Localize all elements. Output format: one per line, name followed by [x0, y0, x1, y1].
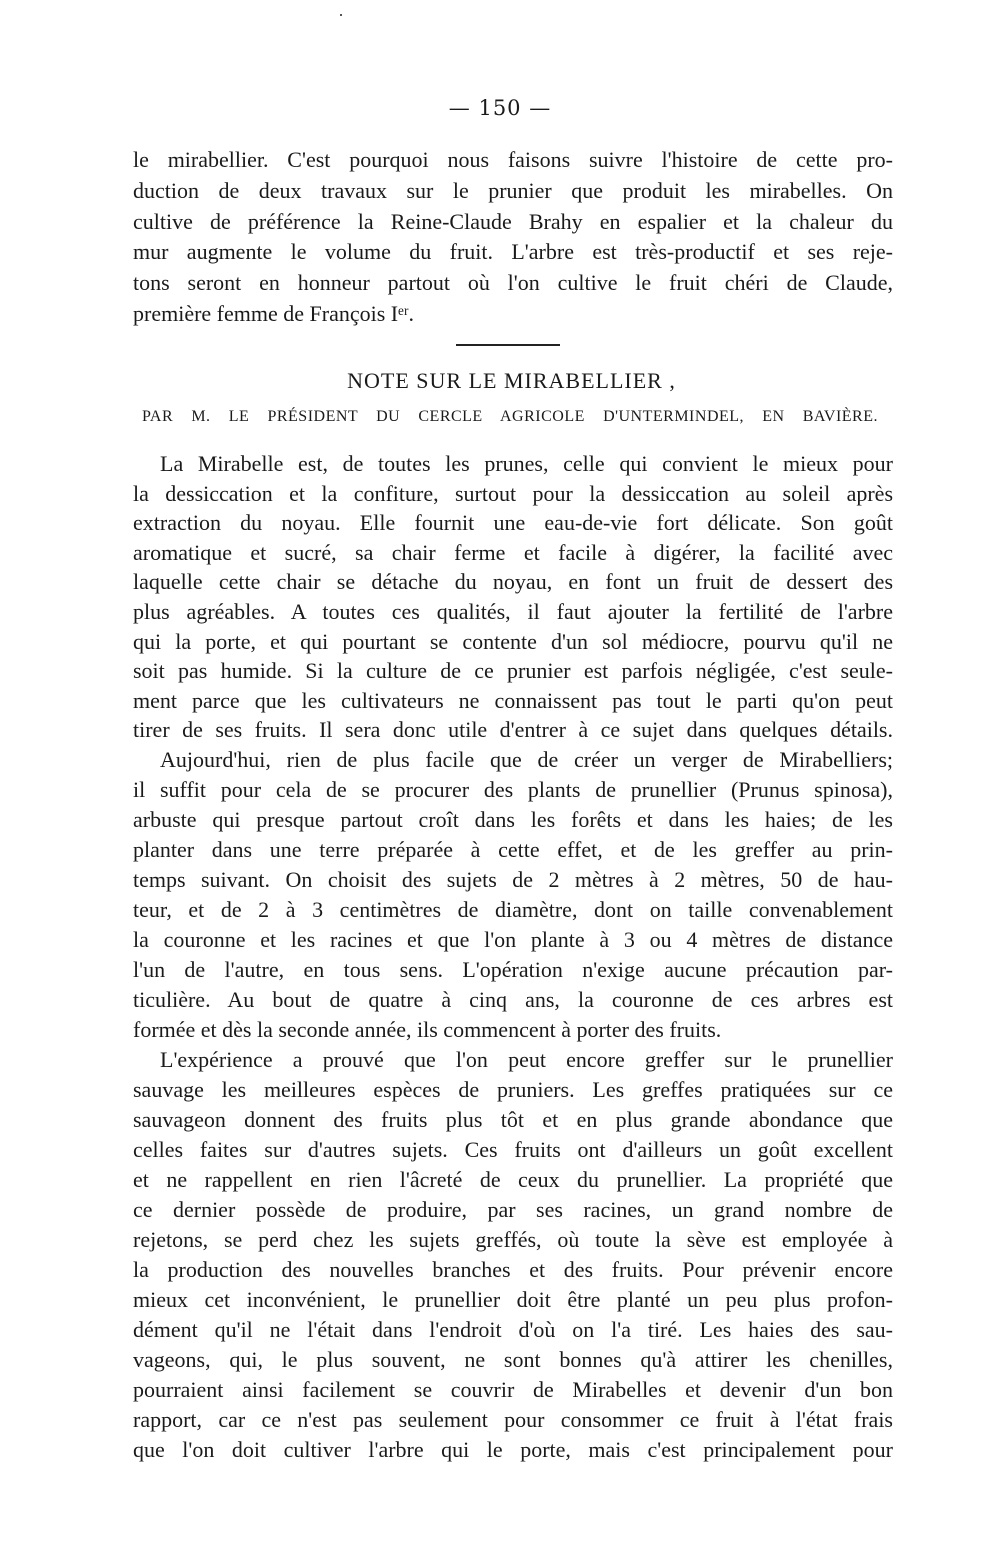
text-line: tirer de ses fruits. Il sera donc utile d'entrer à ce sujet dans quelques détails. [133, 717, 893, 743]
text-line: que l'on doit cultiver l'arbre qui le porte, mais c'est principalement pour [133, 1437, 893, 1462]
text-line: vageons, qui, le plus souvent, ne sont bonnes qu'à attirer les chenilles, [133, 1347, 893, 1372]
text-line: soit pas humide. Si la culture de ce prunier est parfois négligée, c'est seule- [133, 658, 893, 684]
text-line: dément qu'il ne l'était dans l'endroit d'où on l'a tiré. Les haies des sau- [133, 1317, 893, 1342]
text-line: duction de deux travaux sur le prunier que produit les mirabelles. On [133, 177, 893, 203]
text-line: rejetons, se perd chez les sujets greffés, où toute la sève est employée à [133, 1227, 893, 1252]
page-number: — 150 — [448, 96, 552, 120]
text-line: Aujourd'hui, rien de plus facile que de créer un verger de Mirabelliers; [160, 747, 893, 772]
text-line: aromatique et sucré, sa chair ferme et facile à digérer, la facilité avec [133, 539, 893, 565]
text-line: il suffit pour cela de se procurer des plants de prunellier (Prunus spinosa), [133, 777, 893, 802]
section-title: NOTE SUR LE MIRABELLIER , [347, 368, 676, 393]
text-line: plus agréables. A toutes ces qualités, il faut ajouter la fertilité de l'arbre [133, 599, 893, 624]
text-line: la couronne et les racines et que l'on plante à 3 ou 4 mètres de distance [133, 927, 893, 952]
text-line: qui la porte, et qui pourtant se contente d'un sol médiocre, pourvu qu'il ne [133, 628, 893, 654]
text-line: mieux cet inconvénient, le prunellier doit être planté un peu plus profon- [133, 1287, 893, 1312]
text-line: teur, et de 2 à 3 centimètres de diamètre, dont on taille convenablement [133, 897, 893, 922]
text-line: et ne rappellent en rien l'âcreté de ceux du prunellier. La propriété que [133, 1167, 893, 1192]
text-line: extraction du noyau. Elle fournit une eau-de-vie fort délicate. Son goût [133, 510, 893, 536]
text-line: l'un de l'autre, en tous sens. L'opération n'exige aucune précaution par- [133, 957, 893, 982]
text-line: formée et dès la seconde année, ils commencent à porter des fruits. [133, 1017, 722, 1042]
text-line: ment parce que les cultivateurs ne connaissent pas tout le parti qu'on peut [133, 687, 893, 713]
section-divider [456, 344, 560, 346]
text-line: première femme de François Iᵉʳ. [133, 301, 415, 326]
text-line: tons seront en honneur partout où l'on cultive le fruit chéri de Claude, [133, 270, 893, 296]
text-line: la dessiccation et la confiture, surtout pour la dessiccation au soleil après [133, 480, 893, 506]
text-line: cultive de préférence la Reine-Claude Brahy en espalier et la chaleur du [133, 208, 893, 234]
text-line: ticulière. Au bout de quatre à cinq ans, la couronne de ces arbres est [133, 987, 893, 1012]
text-line: pourraient ainsi facilement se couvrir de Mirabelles et devenir d'un bon [133, 1377, 893, 1402]
section-byline: PAR M. LE PRÉSIDENT DU CERCLE AGRICOLE D'UNTERMINDEL, EN BAVIÈRE. [142, 408, 878, 425]
text-line: le mirabellier. C'est pourquoi nous faisons suivre l'histoire de cette pro- [133, 147, 893, 172]
text-line: celles faites sur d'autres sujets. Ces fruits ont d'ailleurs un goût excellent [133, 1137, 893, 1162]
text-line: sauvageon donnent des fruits plus tôt et en plus grande abondance que [133, 1107, 893, 1132]
text-line: rapport, car ce n'est pas seulement pour consommer ce fruit à l'état frais [133, 1407, 893, 1432]
text-line: L'expérience a prouvé que l'on peut encore greffer sur le prunellier [160, 1047, 893, 1072]
text-line: planter dans une terre préparée à cette effet, et de les greffer au prin- [133, 837, 893, 862]
text-line: laquelle cette chair se détache du noyau, en font un fruit de dessert des [133, 569, 893, 595]
text-line: sauvage les meilleures espèces de pruniers. Les greffes pratiquées sur ce [133, 1077, 893, 1102]
text-line: arbuste qui presque partout croît dans les forêts et dans les haies; de les [133, 807, 893, 832]
text-line: temps suivant. On choisit des sujets de 2 mètres à 2 mètres, 50 de hau- [133, 867, 893, 892]
text-line: ce dernier possède de produire, par ses racines, un grand nombre de [133, 1197, 893, 1222]
scan-speck [340, 14, 342, 16]
text-line: la production des nouvelles branches et des fruits. Pour prévenir encore [133, 1257, 893, 1282]
text-line: mur augmente le volume du fruit. L'arbre est très-productif et ses reje- [133, 239, 893, 265]
text-line: La Mirabelle est, de toutes les prunes, celle qui convient le mieux pour [160, 451, 893, 476]
